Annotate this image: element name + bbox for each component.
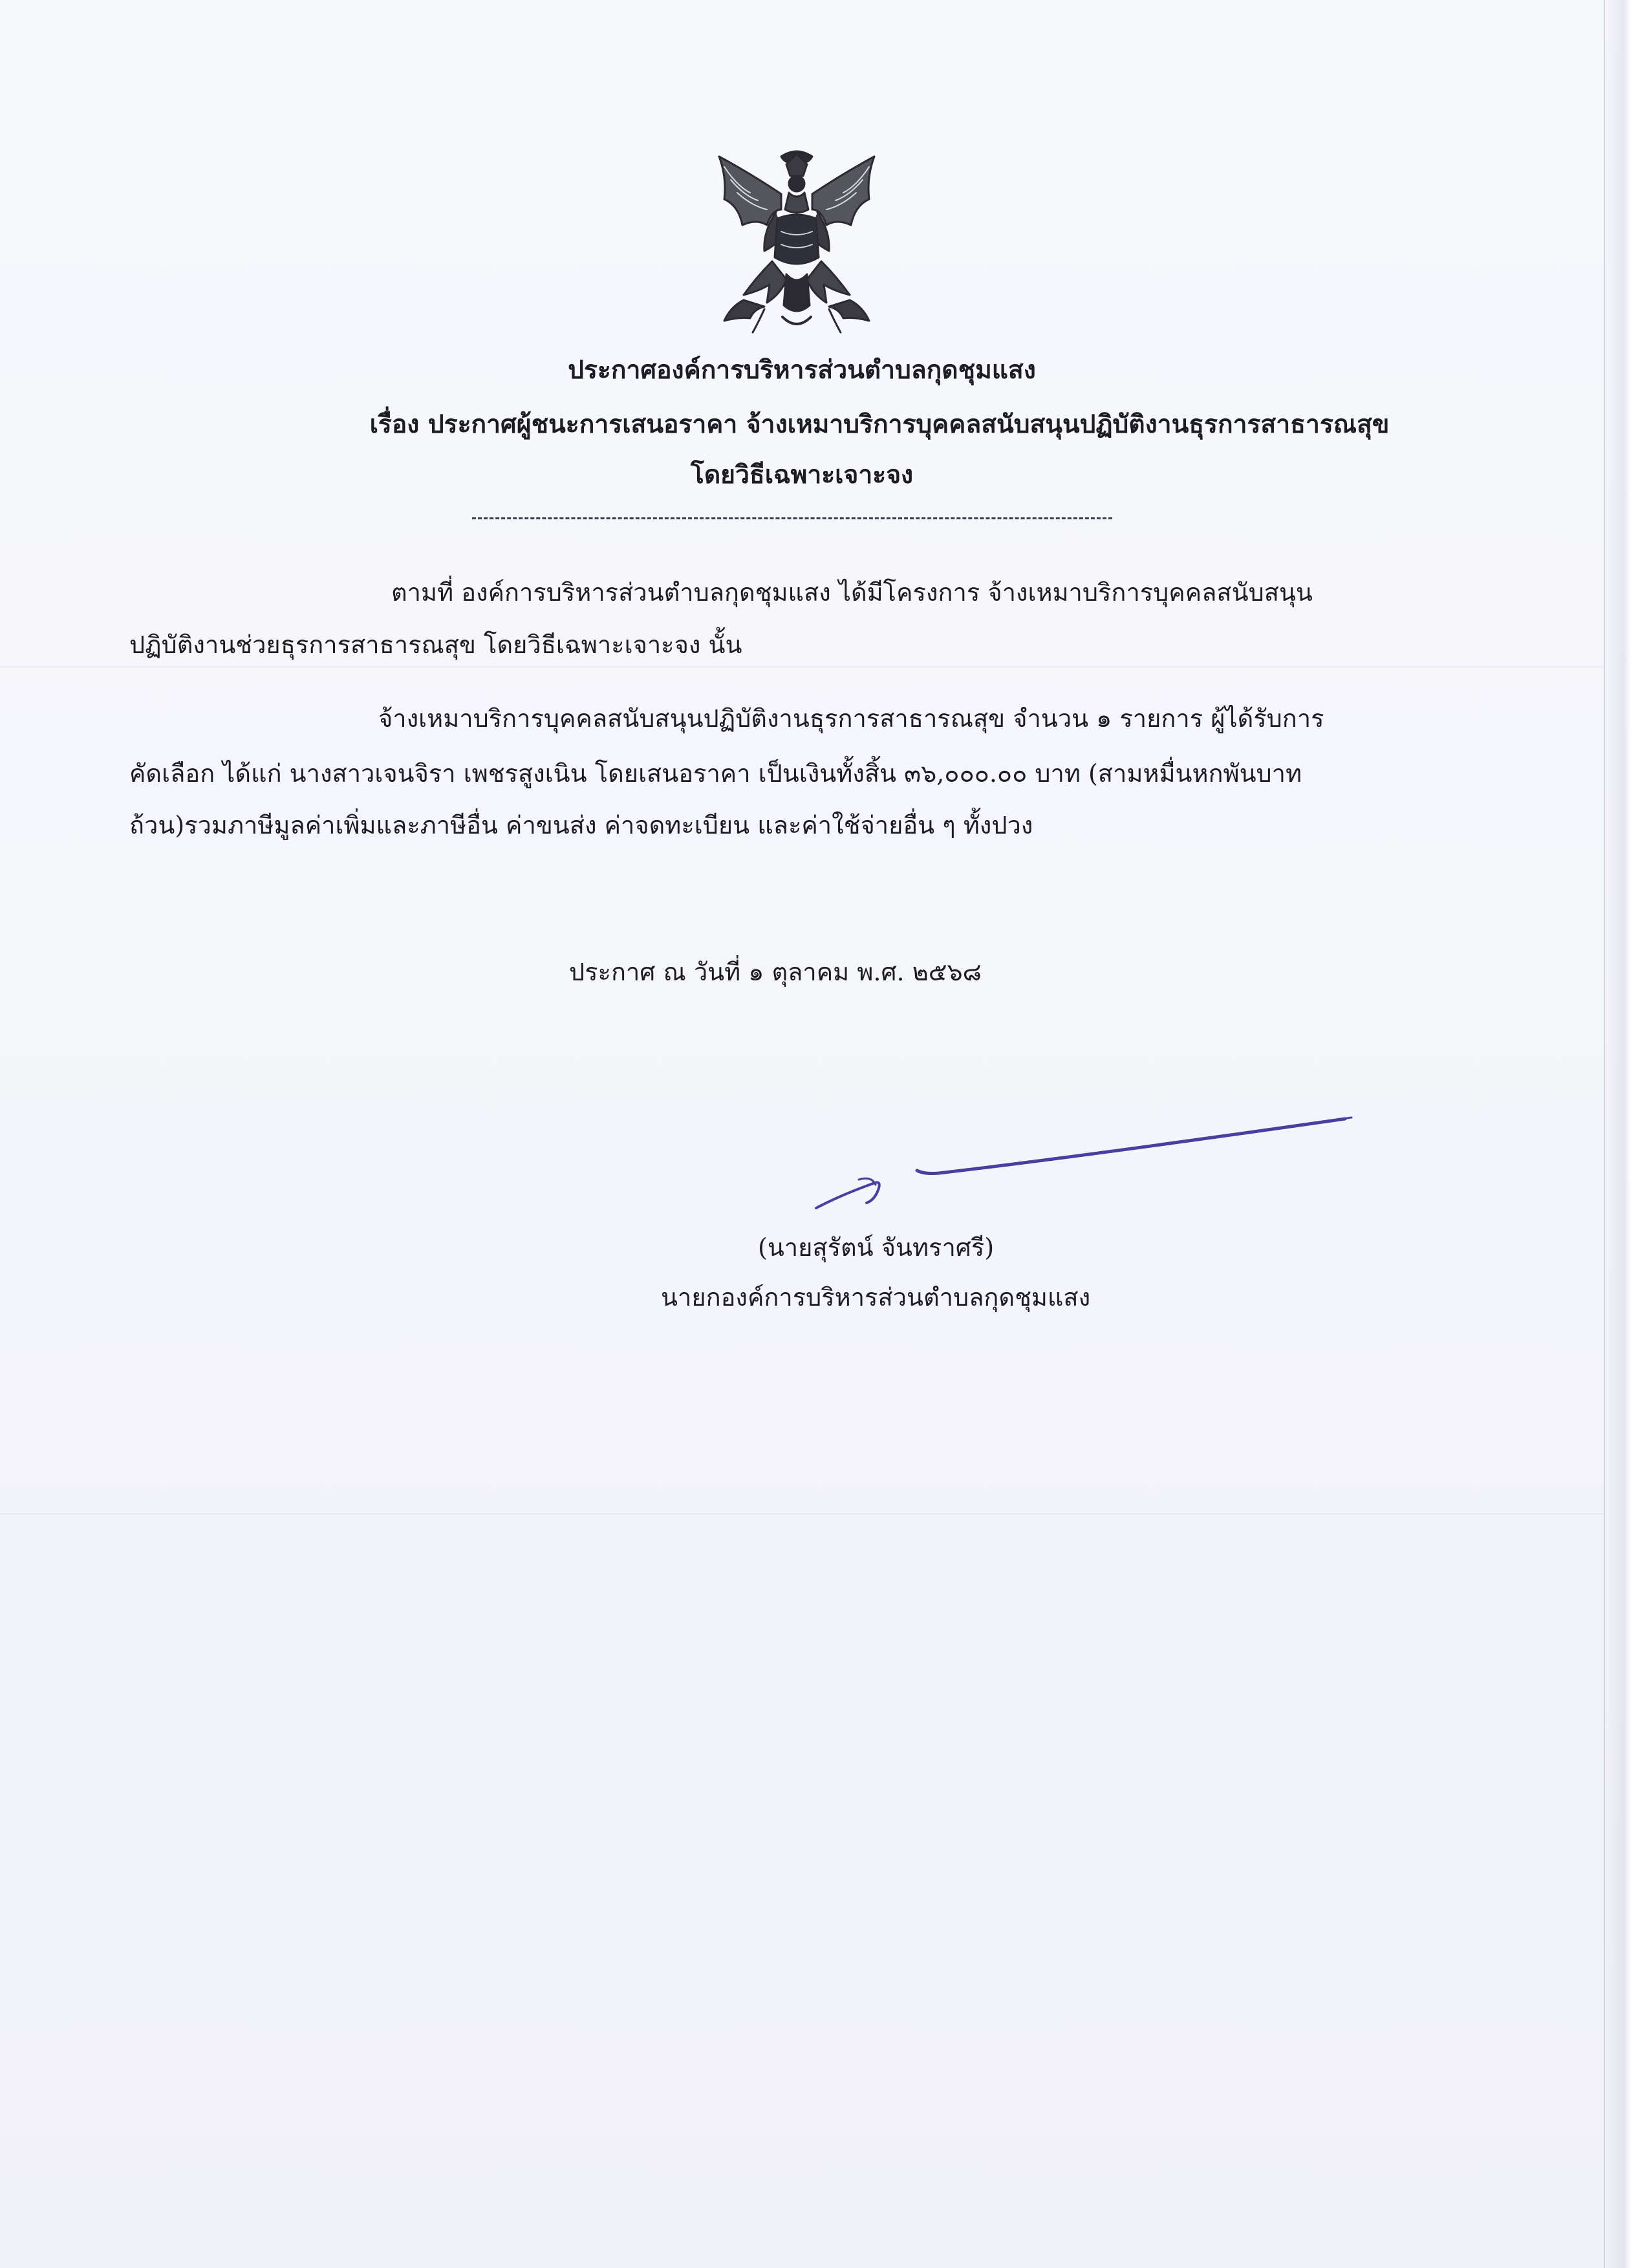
paper-edge-line	[1604, 0, 1605, 2268]
handwritten-signature	[802, 1099, 1371, 1229]
announcement-subject: เรื่อง ประกาศผู้ชนะการเสนอราคา จ้างเหมาบริการบุคคลสนับสนุนปฏิบัติงานธุรการสาธารณสุข	[369, 409, 1390, 439]
garuda-emblem-icon	[705, 147, 889, 335]
divider	[472, 517, 1112, 519]
paper-fold-line	[0, 1513, 1604, 1515]
paper-edge	[1604, 0, 1649, 2268]
paragraph-1-line-1: ตามที่ องค์การบริหารส่วนตำบลกุดชุมแสง ได้มีโครงการ จ้างเหมาบริการบุคคลสนับสนุน	[391, 578, 1313, 607]
paragraph-2-line-2: คัดเลือก ได้แก่ นางสาวเจนจิรา เพชรสูงเนิน โดยเสนอราคา เป็นเงินทั้งสิ้น ๓๖,๐๐๐.๐๐ บาท (สามหมื่นหกพันบาท	[129, 759, 1302, 788]
paragraph-1-line-2: ปฏิบัติงานช่วยธุรการสาธารณสุข โดยวิธีเฉพาะเจาะจง นั้น	[129, 631, 742, 659]
signer-name: (นายสุรัตน์ จันทราศรี)	[758, 1233, 995, 1262]
procurement-method: โดยวิธีเฉพาะเจาะจง	[690, 460, 914, 490]
announcement-title: ประกาศองค์การบริหารส่วนตำบลกุดชุมแสง	[568, 355, 1036, 385]
paper-fold-line	[0, 666, 1604, 667]
announcement-date: ประกาศ ณ วันที่ ๑ ตุลาคม พ.ศ. ๒๕๖๘	[569, 958, 982, 986]
paragraph-2-line-1: จ้างเหมาบริการบุคคลสนับสนุนปฏิบัติงานธุรการสาธารณสุข จำนวน ๑ รายการ ผู้ได้รับการ	[378, 704, 1324, 733]
paragraph-2-line-3: ถ้วน)รวมภาษีมูลค่าเพิ่มและภาษีอื่น ค่าขนส่ง ค่าจดทะเบียน และค่าใช้จ่ายอื่น ๆ ทั้งปวง	[129, 811, 1033, 839]
signer-position: นายกองค์การบริหารส่วนตำบลกุดชุมแสง	[661, 1283, 1091, 1312]
